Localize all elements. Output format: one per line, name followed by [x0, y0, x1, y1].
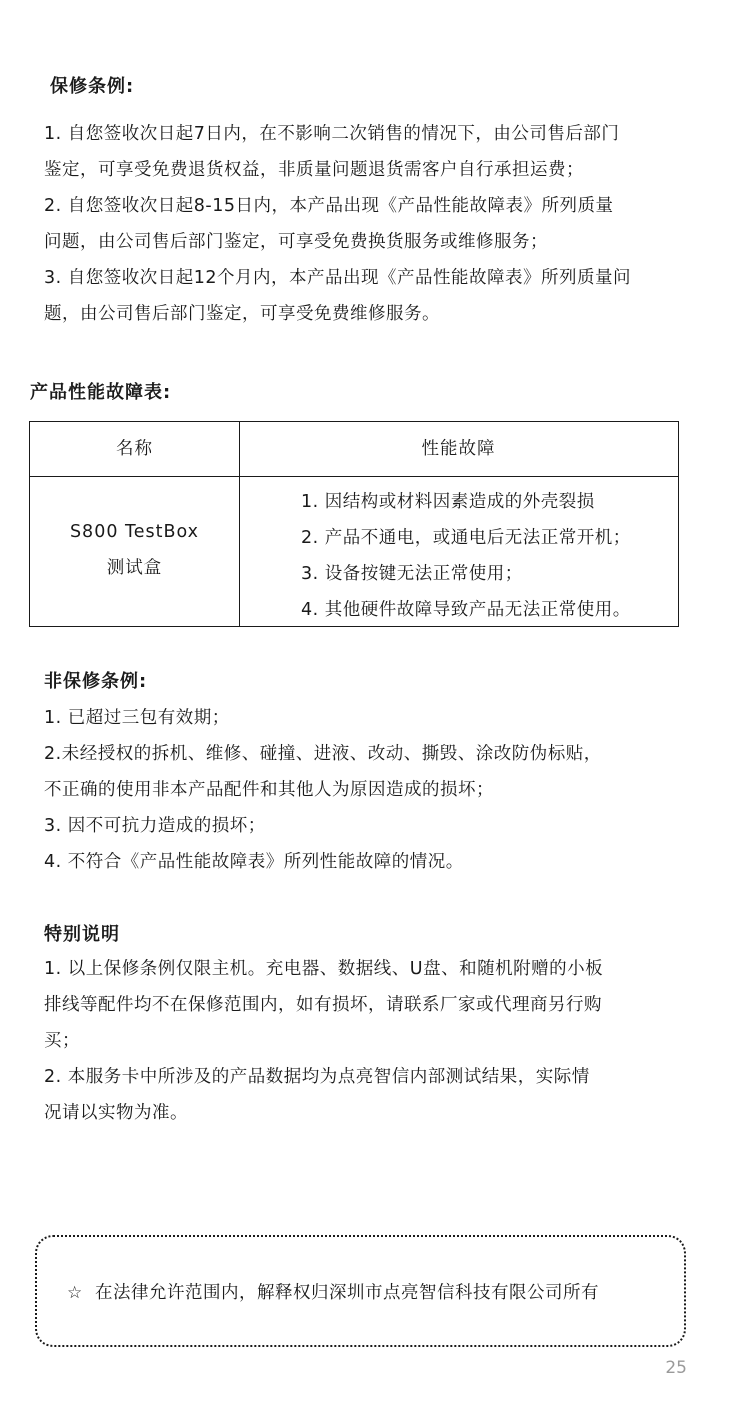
- warranty-line: 3. 自您签收次日起12个月内，本产品出现《产品性能故障表》所列质量问: [44, 268, 632, 288]
- star-outline-icon: ☆: [67, 1283, 83, 1303]
- special-note-line: 2. 本服务卡中所涉及的产品数据均为点亮智信内部测试结果，实际情: [44, 1067, 590, 1087]
- fault-table: [29, 421, 679, 627]
- special-notes: [44, 951, 603, 1131]
- special-note-line: 1. 以上保修条例仅限主机。充电器、数据线、U盘、和随机附赠的小板: [44, 959, 604, 979]
- legal-notice-box: [35, 1235, 686, 1347]
- non-warranty-line: 2.未经授权的拆机、维修、碰撞、进液、改动、撕毁、涂改防伪标贴，: [44, 744, 602, 764]
- product-name: 测试盒: [106, 558, 163, 578]
- column-header-name: 名称: [116, 439, 153, 459]
- product-name-cell: [30, 476, 239, 626]
- special-note-line: 排线等配件均不在保修范围内，如有损坏，请联系厂家或代理商另行购: [44, 995, 602, 1015]
- warranty-line: 问题，由公司售后部门鉴定，可享受免费换货服务或维修服务；: [44, 232, 548, 252]
- warranty-line: 鉴定，可享受免费退货权益，非质量问题退货需客户自行承担运费；: [44, 160, 584, 180]
- fault-item: 4. 其他硬件故障导致产品无法正常使用。: [301, 600, 631, 620]
- non-warranty-line: 4. 不符合《产品性能故障表》所列性能故障的情况。: [44, 852, 464, 872]
- page-number: 25: [665, 1358, 687, 1378]
- special-notes-heading: 特别说明: [44, 924, 120, 945]
- product-model: S800 TestBox: [69, 522, 200, 542]
- warranty-line: 题，由公司售后部门鉴定，可享受免费维修服务。: [44, 304, 440, 324]
- fault-item: 2. 产品不通电，或通电后无法正常开机；: [301, 528, 631, 548]
- non-warranty-heading: 非保修条例:: [44, 671, 148, 692]
- legal-notice-text: 在法律允许范围内，解释权归深圳市点亮智信科技有限公司所有: [95, 1283, 599, 1303]
- fault-list-cell: [301, 484, 631, 628]
- warranty-line: 2. 自您签收次日起8-15日内，本产品出现《产品性能故障表》所列质量: [44, 196, 614, 216]
- fault-item: 3. 设备按键无法正常使用；: [301, 564, 523, 584]
- special-note-line: 买；: [44, 1031, 80, 1051]
- fault-item: 1. 因结构或材料因素造成的外壳裂损: [301, 492, 595, 512]
- warranty-line: 1. 自您签收次日起7日内，在不影响二次销售的情况下，由公司售后部门: [44, 124, 620, 144]
- warranty-terms: [44, 116, 631, 332]
- non-warranty-terms: [44, 700, 602, 880]
- special-note-line: 况请以实物为准。: [44, 1103, 188, 1123]
- column-header-fault: 性能故障: [421, 439, 496, 459]
- warranty-heading: 保修条例:: [50, 76, 135, 97]
- fault-table-heading: 产品性能故障表:: [30, 382, 172, 403]
- non-warranty-line: 不正确的使用非本产品配件和其他人为原因造成的损坏；: [44, 780, 494, 800]
- non-warranty-line: 1. 已超过三包有效期；: [44, 708, 230, 728]
- non-warranty-line: 3. 因不可抗力造成的损坏；: [44, 816, 266, 836]
